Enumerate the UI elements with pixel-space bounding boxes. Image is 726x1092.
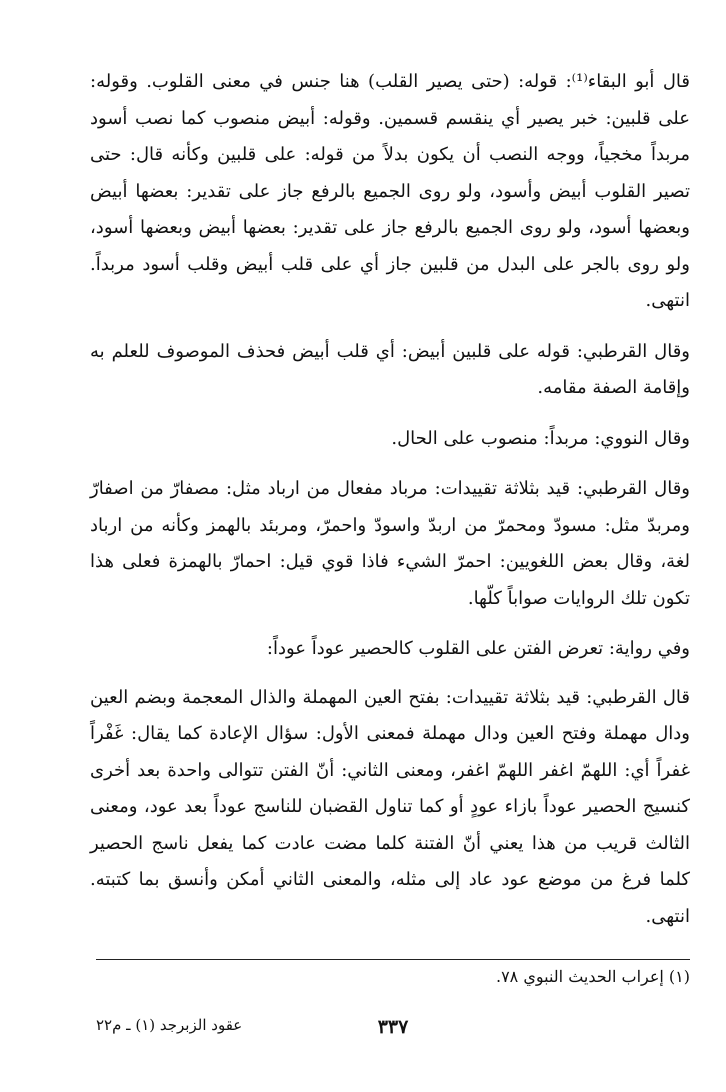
footnote: (١) إعراب الحديث النبوي ٧٨. [495,967,690,986]
paragraph-qurtubi-3: قال القرطبي: قيد بثلاثة تقييدات: بفتح العين المهملة والذال المعجمة وبضم العين ودال مهملة وفتح العين ودال مهملة فمعنى الأول: سؤال الإعادة كما يقال: غَفْراً غفراً أي: اللهمّ اغفر اللهمّ اغفر، ومعنى الثاني: أنّ الفتن تتوالى واحدة بعد أخرى كنسيج الحصير عوداً بازاء عودٍ أو كما تناول القضبان للناسج عوداً بعد عود، ومعنى الثالث قريب من هذا يعني أنّ الفتنة كلما مضت عادت كما يفعل ناسج الحصير كلما فرغ من موضع عود عاد إلى مثله، والمعنى الثاني أمكن وأنسق بما كتبته. انتهى. [90,686,690,927]
paragraph-qurtubi-2: وقال القرطبي: قيد بثلاثة تقييدات: مرباد مفعال من ارباد مثل: مصفارّ من اصفارّ ومربدّ مثل: مسودّ ومحمرّ من اربدّ واسودّ واحمرّ، ومربئد بالهمز وكأنه من ارباد لغة، وقال بعض اللغويين: احمرّ الشيء فاذا قوي قيل: احمارّ بالهمزة فعلى هذا تكون تلك الروايات صواباً كلّها. [90,478,690,609]
page-body [90,64,690,935]
book-signature: عقود الزبرجد (١) ـ م٢٢ [96,1016,243,1034]
page-footer [96,1016,690,1046]
paragraph-riwaya: وفي رواية: تعرض الفتن على القلوب كالحصير عوداً عوداً: [266,638,690,659]
paragraph-qurtubi-1: وقال القرطبي: قوله على قلبين أبيض: أي قلب أبيض فحذف الموصوف للعلم به وإقامة الصفة مقامه. [90,340,690,398]
paragraph-nawawi: وقال النووي: مربداً: منصوب على الحال. [391,427,690,449]
footnote-divider [96,959,690,960]
page-number: ٣٣٧ [377,1016,409,1038]
paragraph-abu-al-baqa: قال أبو البقاء⁽¹⁾: قوله: (حتى يصير القلب) هنا جنس في معنى القلوب. وقوله: على قلبين: خبر يصير أي ينقسم قسمين. وقوله: أبيض منصوب كما نصب أسود مربداً مخجياً، ووجه النصب أن يكون بدلاً من قوله: على قلبين وكأنه قال: حتى تصير القلوب أبيض وأسود، ولو روى الجميع بالرفع جاز على تقدير: بعضها أبيض وبعضها أسود، ولو روى الجميع بالرفع جاز على تقدير: بعضها أبيض وبعضها أسود، ولو روى بالجر على البدل من قلبين جاز أي على قلب أبيض وقلب أسود مربداً. انتهى. [90,71,690,311]
